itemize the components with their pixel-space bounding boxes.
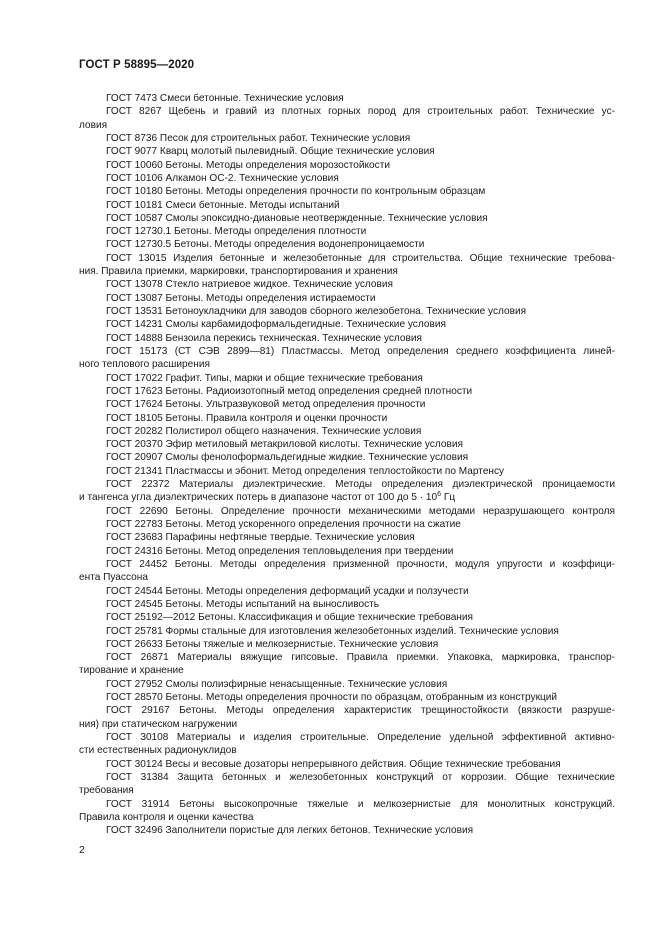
- reference-line: ГОСТ 10181 Смеси бетонные. Методы испытаний: [106, 199, 340, 211]
- reference-line: ния. Правила приемки, маркировки, транспортирования и хранения: [79, 266, 398, 278]
- reference-line: ГОСТ 10587 Смолы эпоксидно-диановые неотвержденные. Технические условия: [106, 212, 488, 224]
- reference-line: ГОСТ 27952 Смолы полиэфирные ненасыщенные. Технические условия: [106, 678, 448, 690]
- reference-line: ГОСТ 17623 Бетоны. Радиоизотопный метод определения средней плотности: [106, 385, 473, 397]
- frequency-exponent: 6: [437, 491, 442, 499]
- reference-line: ГОСТ 15173 (СТ СЭВ 2899—81) Пластмассы. Метод определения среднего коэффициента линей-: [106, 345, 615, 357]
- reference-line: ГОСТ 32496 Заполнители пористые для легких бетонов. Технические условия: [106, 825, 474, 837]
- reference-line: ГОСТ 10180 Бетоны. Методы определения прочности по контрольным образцам: [106, 186, 486, 198]
- reference-line: ГОСТ 14231 Смолы карбамидоформальдегидные. Технические условия: [106, 319, 446, 331]
- reference-line: ГОСТ 18105 Бетоны. Правила контроля и оценки прочности: [106, 412, 388, 424]
- reference-line: ГОСТ 28570 Бетоны. Методы определения прочности по образцам, отобранным из конструкций: [106, 692, 558, 704]
- reference-line: ГОСТ 8267 Щебень и гравий из плотных горных пород для строительных работ. Технические ус-: [106, 106, 615, 118]
- reference-line: ГОСТ 17624 Бетоны. Ультразвуковой метод определения прочности: [106, 399, 426, 411]
- normative-references-list: [79, 92, 615, 838]
- reference-line: ГОСТ 22783 Бетоны. Метод ускоренного определения прочности на сжатие: [106, 519, 461, 530]
- reference-line: ГОСТ 9077 Кварц молотый пылевидный. Общие технические условия: [106, 146, 435, 158]
- reference-line: ГОСТ 24452 Бетоны. Методы определения призменной прочности, модуля упругости и коэффици-: [106, 558, 615, 570]
- reference-line: ГОСТ 13531 Бетоноукладчики для заводов сборного железобетона. Технические условия: [106, 306, 527, 317]
- reference-line: ГОСТ 8736 Песок для строительных работ. Технические условия: [106, 132, 411, 144]
- page-number: 2: [79, 844, 85, 856]
- reference-line: тирование и хранение: [79, 665, 184, 677]
- reference-line: ГОСТ 7473 Смеси бетонные. Технические условия: [106, 93, 344, 104]
- reference-line: ГОСТ 30124 Весы и весовые дозаторы непрерывного действия. Общие технические требования: [106, 758, 561, 770]
- reference-line: требования: [79, 785, 134, 797]
- reference-line: ГОСТ 10060 Бетоны. Методы определения морозостойкости: [106, 159, 390, 171]
- reference-line: ГОСТ 13087 Бетоны. Методы определения истираемости: [106, 292, 376, 304]
- reference-line: ГОСТ 14888 Бензоила перекись техническая. Технические условия: [106, 332, 423, 344]
- reference-line: и тангенса угла диэлектрических потерь в диапазоне частот от 100 до $5 \cdot 10^6$ Гц: [79, 491, 456, 504]
- reference-line: ГОСТ 23683 Парафины нефтяные твердые. Технические условия: [106, 532, 415, 544]
- reference-line: ГОСТ 17022 Графит. Типы, марки и общие технические требования: [106, 372, 423, 384]
- reference-line: ГОСТ 20282 Полистирол общего назначения. Технические условия: [106, 425, 422, 437]
- reference-line: ГОСТ 25192—2012 Бетоны. Классификация и общие технические требования: [106, 612, 473, 624]
- reference-line: ГОСТ 24544 Бетоны. Методы определения деформаций усадки и ползучести: [106, 585, 469, 597]
- reference-line: ГОСТ 29167 Бетоны. Методы определения характеристик трещиностойкости (вязкости разруше-: [106, 705, 615, 717]
- reference-line: ента Пуассона: [79, 572, 148, 584]
- document-header: ГОСТ Р 58895—2020: [79, 59, 195, 71]
- reference-line: ГОСТ 26633 Бетоны тяжелые и мелкозернистые. Технические условия: [106, 638, 439, 650]
- reference-line: ГОСТ 10106 Алкамон ОС-2. Технические условия: [106, 172, 339, 184]
- reference-line: ГОСТ 26871 Материалы вяжущие гипсовые. Правила приемки. Упаковка, маркировка, транспор-: [106, 652, 615, 664]
- reference-line: ГОСТ 22690 Бетоны. Определение прочности механическими методами неразрушающего контроля: [106, 505, 615, 517]
- reference-line: ГОСТ 21341 Пластмассы и эбонит. Метод определения теплостойкости по Мартенсу: [106, 465, 505, 477]
- reference-line: ГОСТ 12730.5 Бетоны. Методы определения водонепроницаемости: [106, 239, 425, 251]
- reference-line: ГОСТ 22372 Материалы диэлектрические. Методы определения диэлектрической проницаемости: [106, 479, 615, 491]
- reference-line: сти естественных радионуклидов: [79, 745, 237, 757]
- reference-line: ГОСТ 31384 Защита бетонных и железобетонных конструкций от коррозии. Общие технические: [106, 771, 615, 783]
- reference-line: ГОСТ 12730.1 Бетоны. Методы определения плотности: [106, 226, 367, 238]
- reference-line: ГОСТ 25781 Формы стальные для изготовления железобетонных изделий. Технические условия: [106, 625, 559, 637]
- reference-line: ГОСТ 24545 Бетоны. Методы испытаний на выносливость: [106, 598, 380, 610]
- reference-line: ловия: [79, 119, 108, 131]
- reference-line: ГОСТ 13078 Стекло натриевое жидкое. Технические условия: [106, 279, 393, 291]
- reference-line: ГОСТ 24316 Бетоны. Метод определения тепловыделения при твердении: [106, 545, 454, 557]
- reference-line: ГОСТ 20907 Смолы фенолоформальдегидные жидкие. Технические условия: [106, 452, 469, 464]
- reference-line: ГОСТ 31914 Бетоны высокопрочные тяжелые и мелкозернистые для монолитных конструкций.: [106, 798, 615, 810]
- reference-line: ГОСТ 20370 Эфир метиловый метакриловой кислоты. Технические условия: [106, 439, 463, 451]
- reference-line: ГОСТ 30108 Материалы и изделия строительные. Определение удельной эффективной активно-: [106, 732, 615, 743]
- reference-line: ного теплового расширения: [79, 359, 210, 371]
- reference-line: ГОСТ 13015 Изделия бетонные и железобетонные для строительства. Общие технические требова-: [106, 252, 615, 264]
- reference-line: ния) при статическом нагружении: [79, 718, 238, 730]
- reference-line: Правила контроля и оценки качества: [79, 811, 254, 823]
